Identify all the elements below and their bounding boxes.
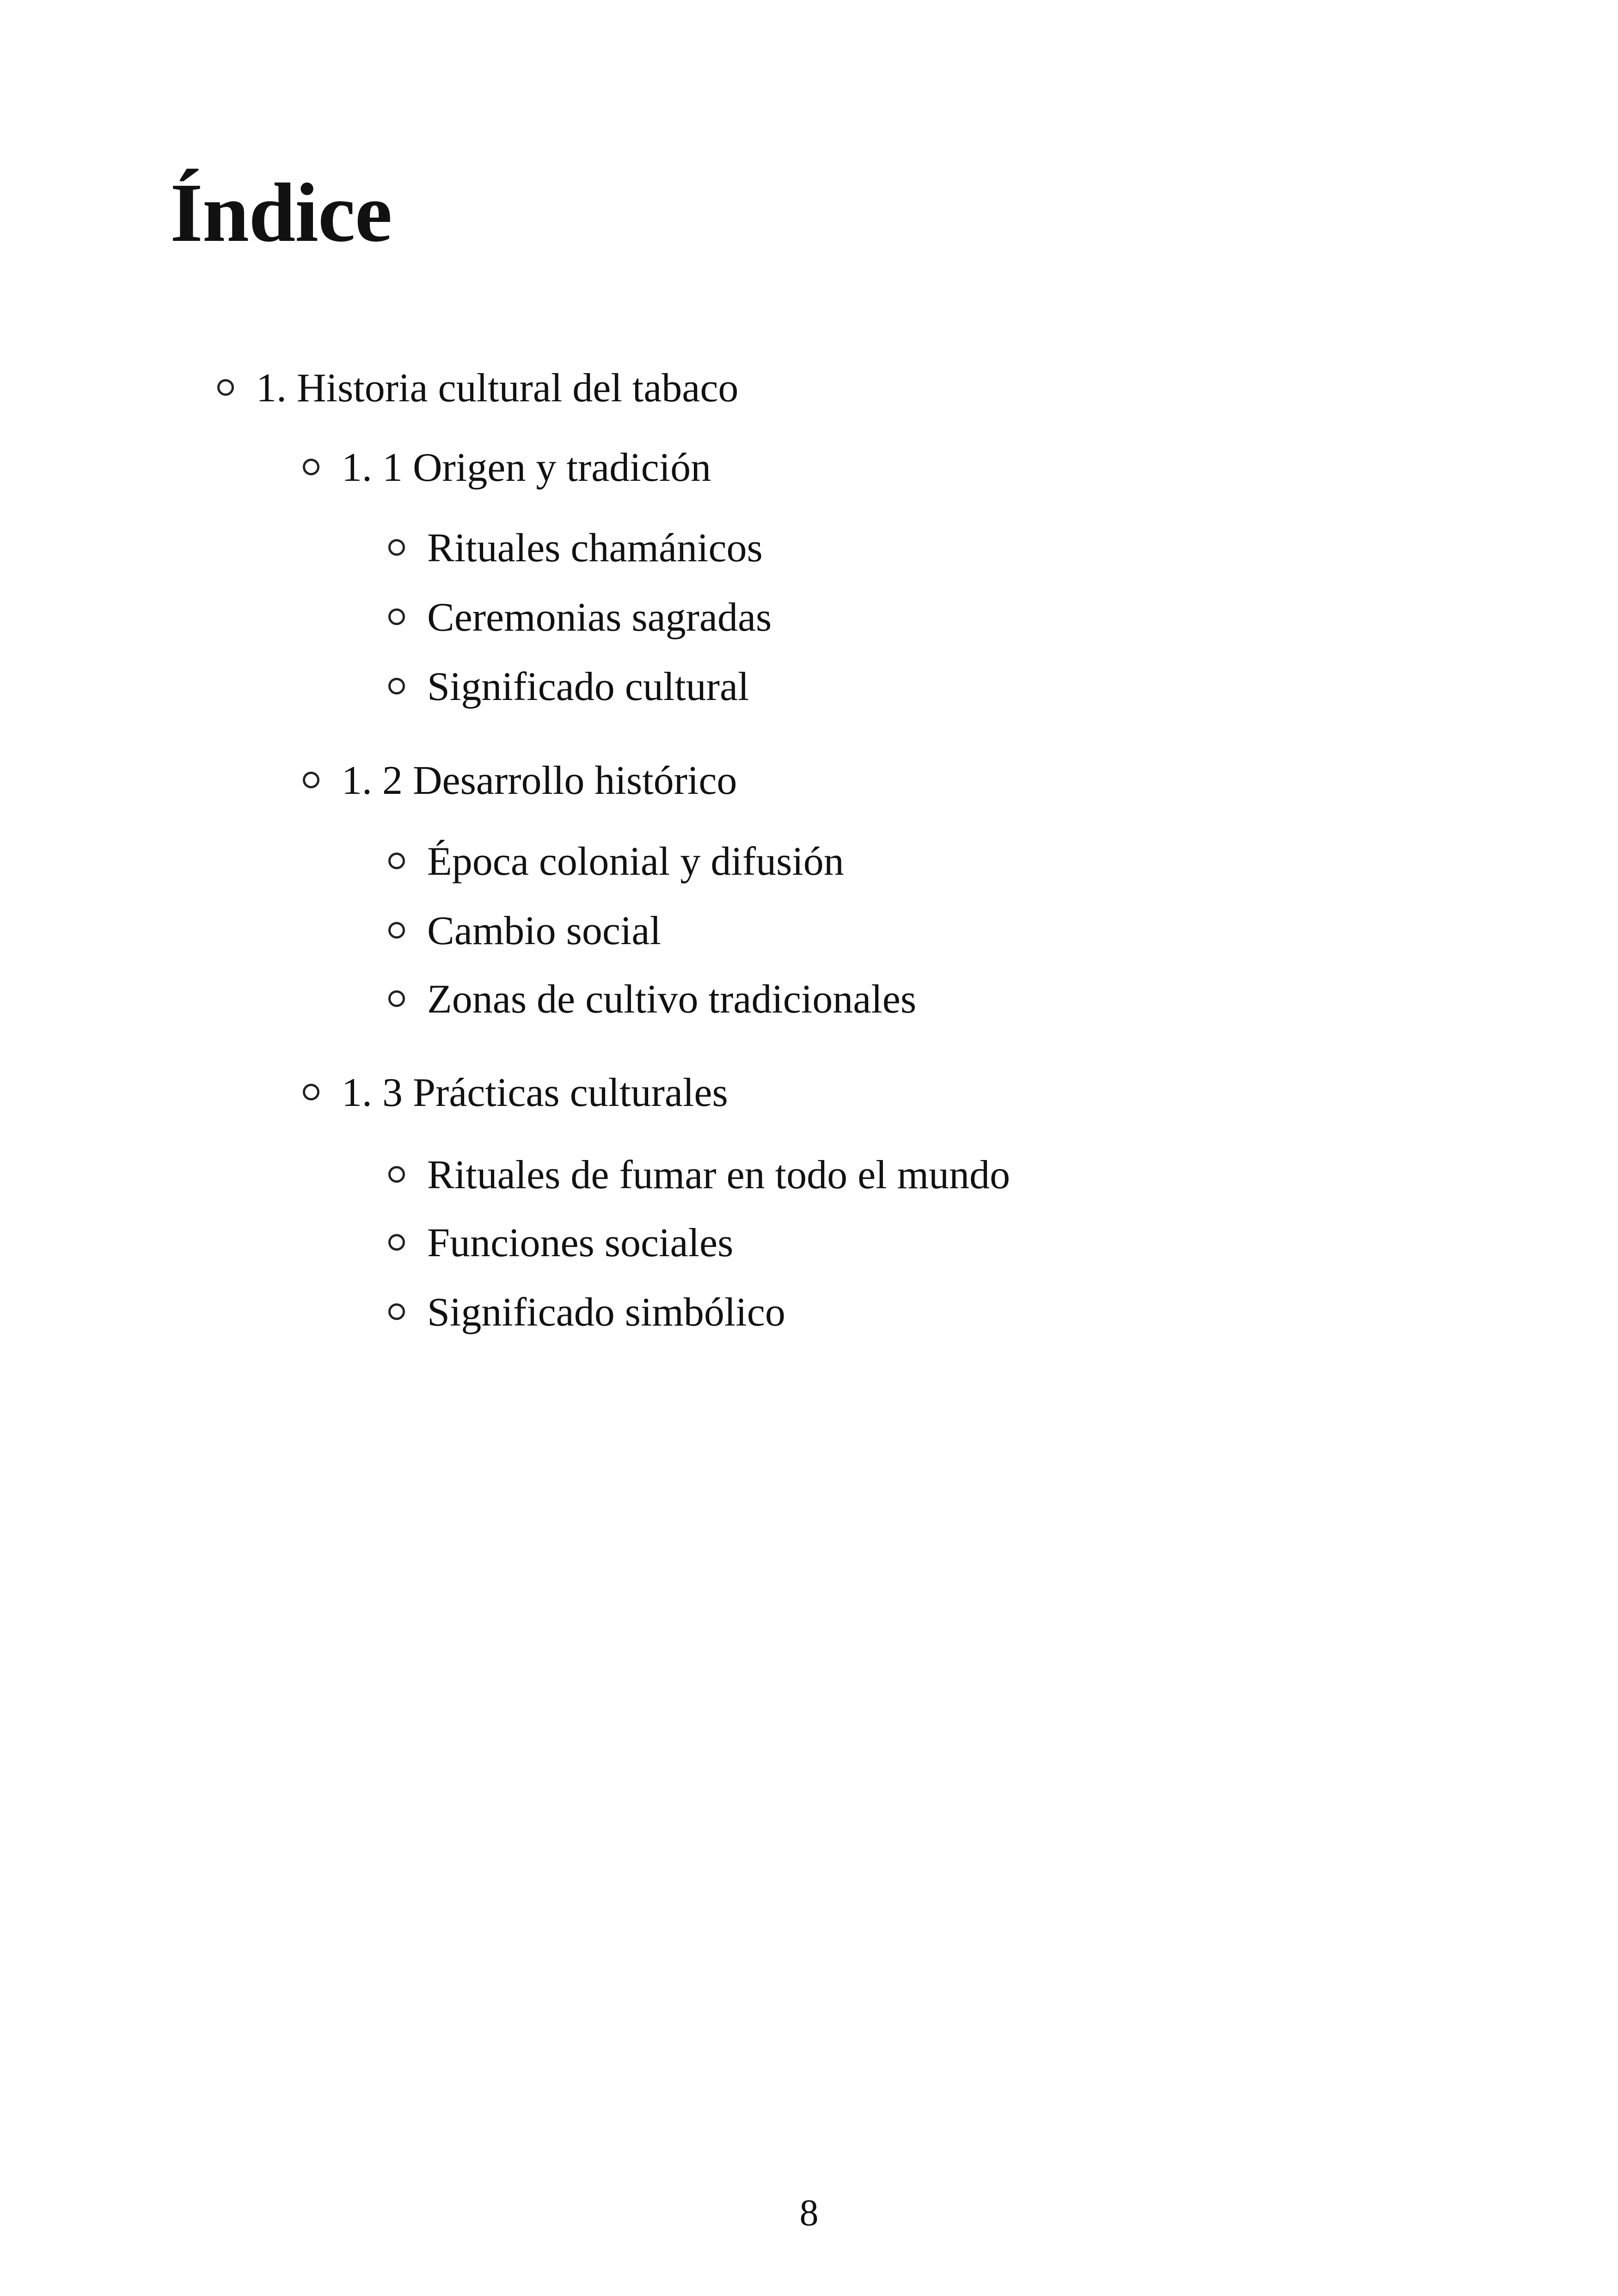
toc-item-label: Significado cultural [427, 664, 749, 709]
circle-outline-icon [388, 1303, 405, 1320]
circle-outline-icon [388, 922, 405, 939]
toc-item[interactable] [388, 597, 772, 638]
toc-item-label: Zonas de cultivo tradicionales [427, 977, 917, 1022]
toc-section-1-1[interactable] [303, 445, 711, 490]
toc-item-label: Cambio social [427, 909, 661, 953]
toc-item[interactable] [388, 664, 749, 709]
toc-item-label: Rituales chamánicos [427, 526, 763, 571]
toc-item-label: Rituales de fumar en todo el mundo [427, 1153, 1011, 1197]
toc-chapter-label: 1. Historia cultural del tabaco [256, 366, 739, 411]
circle-outline-icon [303, 459, 319, 475]
circle-outline-icon [388, 608, 405, 625]
toc-item[interactable] [388, 979, 916, 1020]
toc-chapter-1[interactable] [217, 368, 738, 409]
circle-outline-icon [303, 772, 319, 788]
page-title: Índice [170, 166, 392, 259]
toc-item-label: Época colonial y difusión [427, 839, 844, 884]
toc-item[interactable] [388, 528, 763, 569]
circle-outline-icon [388, 1166, 405, 1183]
circle-outline-icon [388, 853, 405, 869]
toc-section-label: 1. 1 Origen y tradición [342, 445, 711, 490]
toc-item-label: Ceremonias sagradas [427, 595, 772, 640]
toc-section-label: 1. 3 Prácticas culturales [342, 1070, 728, 1115]
circle-outline-icon [388, 539, 405, 556]
toc-section-1-3[interactable] [303, 1070, 728, 1115]
toc-item[interactable] [388, 911, 661, 952]
toc-item-label: Funciones sociales [427, 1221, 734, 1265]
page-number: 8 [799, 2192, 819, 2234]
toc-item[interactable] [388, 1155, 1010, 1196]
circle-outline-icon [388, 678, 405, 694]
toc-item[interactable] [388, 1292, 785, 1333]
circle-outline-icon [388, 990, 405, 1007]
toc-section-label: 1. 2 Desarrollo histórico [342, 758, 737, 803]
circle-outline-icon [388, 1234, 405, 1251]
toc-item[interactable] [388, 1223, 733, 1264]
toc-item-label: Significado simbólico [427, 1290, 785, 1335]
toc-item[interactable] [388, 841, 844, 882]
toc-section-1-2[interactable] [303, 758, 737, 803]
circle-outline-icon [303, 1084, 319, 1100]
circle-outline-icon [217, 379, 234, 396]
